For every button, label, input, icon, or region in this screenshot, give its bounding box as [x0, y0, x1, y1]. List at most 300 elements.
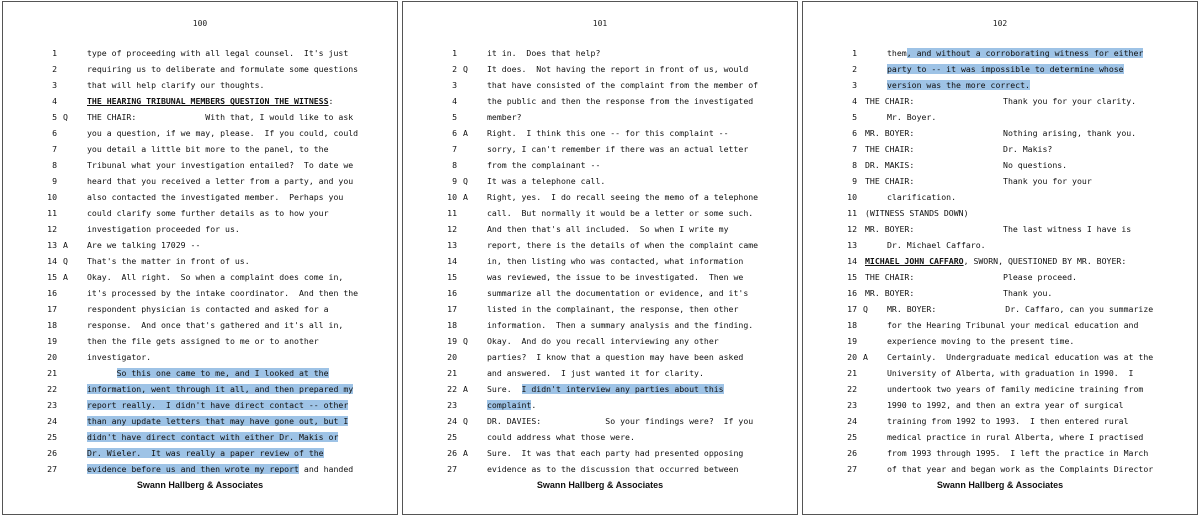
- line-text: [865, 269, 1077, 285]
- line-number: 17: [847, 304, 857, 314]
- transcript-line: [3, 317, 397, 333]
- text-segment: it's processed by the intake coordinator. And then the: [87, 288, 359, 298]
- transcript-line: [803, 381, 1197, 397]
- line-number: 12: [847, 224, 857, 234]
- line-number: 17: [447, 304, 457, 314]
- transcript-page-102: [802, 1, 1198, 515]
- line-number: 3: [852, 80, 857, 90]
- transcript-line: [3, 45, 397, 61]
- speaker-marker: A: [463, 192, 468, 202]
- transcript-line: [803, 365, 1197, 381]
- transcript-line: [803, 397, 1197, 413]
- text-segment: call. But normally it would be a letter or some such.: [487, 208, 754, 218]
- text-segment: THE CHAIR: With that, I would like to ask: [87, 112, 354, 122]
- transcript-line: [403, 109, 797, 125]
- line-number: 22: [847, 384, 857, 394]
- transcript-line: [803, 221, 1197, 237]
- line-text: [487, 317, 753, 333]
- text-segment: Sure. It was that each party had presented opposing: [487, 448, 744, 458]
- page-number: 101: [592, 19, 608, 28]
- line-text: [87, 301, 329, 317]
- line-text: [487, 349, 743, 365]
- line-text: [865, 141, 1052, 157]
- line-text: [487, 253, 743, 269]
- highlighted-text: version was the more correct.: [887, 80, 1030, 90]
- line-text: [87, 141, 329, 157]
- text-segment: also contacted the investigated member. Perhaps you: [87, 192, 344, 202]
- line-text: [87, 333, 319, 349]
- text-segment: listed in the complainant, the response, then other: [487, 304, 739, 314]
- line-number: 21: [47, 368, 57, 378]
- text-segment: , SWORN, QUESTIONED BY MR. BOYER:: [963, 256, 1127, 266]
- line-text: [865, 93, 1136, 109]
- line-number: 7: [52, 144, 57, 154]
- transcript-line: [803, 269, 1197, 285]
- transcript-line: [403, 285, 797, 301]
- line-number: 9: [52, 176, 57, 186]
- line-number: 6: [52, 128, 57, 138]
- line-number: 18: [447, 320, 457, 330]
- line-text: [887, 445, 1148, 461]
- line-text: [487, 93, 753, 109]
- line-number: 10: [847, 192, 857, 202]
- line-number: 24: [47, 416, 57, 426]
- line-number: 1: [52, 48, 57, 58]
- line-text: [487, 285, 748, 301]
- line-number: 24: [847, 416, 857, 426]
- text-segment: Certainly. Undergraduate medical education was at the: [887, 352, 1154, 362]
- highlighted-text: I didn't interview any parties about this: [521, 384, 724, 394]
- line-text: [487, 461, 738, 477]
- line-number: 5: [52, 112, 57, 122]
- text-segment: respondent physician is contacted and asked for a: [87, 304, 329, 314]
- line-number: 9: [452, 176, 457, 186]
- transcript-line: [403, 125, 797, 141]
- text-segment: that will help clarify our thoughts.: [87, 80, 265, 90]
- transcript-line: [803, 61, 1197, 77]
- line-number: 19: [847, 336, 857, 346]
- page-footer: Swann Hallberg & Associates: [936, 480, 1064, 490]
- transcript-line: [3, 157, 397, 173]
- transcript-line: [3, 365, 397, 381]
- transcript-line: [403, 45, 797, 61]
- text-segment: THE CHAIR: Please proceed.: [865, 272, 1077, 282]
- text-segment: evidence as to the discussion that occurred between: [487, 464, 739, 474]
- line-text: [487, 141, 748, 157]
- transcript-line: [803, 189, 1197, 205]
- text-segment: then the file gets assigned to me or to another: [87, 336, 319, 346]
- highlighted-text: information, went through it all, and then prepared my: [87, 384, 354, 394]
- line-text: [87, 189, 343, 205]
- line-number: 11: [447, 208, 457, 218]
- line-text: [487, 125, 729, 141]
- line-number: 22: [447, 384, 457, 394]
- transcript-line: [3, 61, 397, 77]
- line-number: 2: [52, 64, 57, 74]
- line-text: [887, 429, 1143, 445]
- line-text: [887, 333, 1074, 349]
- transcript-line: [3, 173, 397, 189]
- text-segment: from 1993 through 1995. I left the practice in March: [887, 448, 1149, 458]
- text-segment: it in. Does that help?: [487, 48, 601, 58]
- line-number: 2: [452, 64, 457, 74]
- line-number: 26: [447, 448, 457, 458]
- line-number: 12: [47, 224, 57, 234]
- line-text: [487, 365, 704, 381]
- line-number: 5: [452, 112, 457, 122]
- line-text: [887, 109, 936, 125]
- transcript-line: [403, 77, 797, 93]
- highlighted-text: Dr. Wieler. It was really a paper review of the: [87, 448, 324, 458]
- highlighted-text: report really. I didn't have direct contact -- other: [87, 400, 349, 410]
- line-number: 9: [852, 176, 857, 186]
- text-segment: Okay. And do you recall interviewing any other: [487, 336, 719, 346]
- text-segment: 1990 to 1992, and then an extra year of surgical: [887, 400, 1124, 410]
- text-segment: medical practice in rural Alberta, where I practised: [887, 432, 1144, 442]
- text-segment: and answered. I just wanted it for clarity.: [487, 368, 704, 378]
- line-text: [487, 397, 536, 413]
- transcript-line: [403, 349, 797, 365]
- transcript-line: [803, 125, 1197, 141]
- transcript-line: [3, 221, 397, 237]
- transcript-line: [803, 77, 1197, 93]
- speaker-marker: Q: [463, 176, 468, 186]
- speaker-marker: A: [63, 272, 68, 282]
- line-text: [87, 93, 333, 109]
- transcript-line: [403, 173, 797, 189]
- transcript-line: [803, 173, 1197, 189]
- text-segment: investigator.: [87, 352, 152, 362]
- line-text: [887, 381, 1143, 397]
- line-number: 23: [47, 400, 57, 410]
- text-segment: information. Then a summary analysis and the finding.: [487, 320, 754, 330]
- line-text: [87, 253, 250, 269]
- transcript-line: [803, 445, 1197, 461]
- speaker-marker: A: [463, 128, 468, 138]
- speaker-marker: Q: [463, 336, 468, 346]
- line-text: [887, 397, 1124, 413]
- line-number: 4: [852, 96, 857, 106]
- transcript-line: [803, 333, 1197, 349]
- line-text: [87, 157, 353, 173]
- transcript-line: [803, 157, 1197, 173]
- line-text: [487, 413, 753, 429]
- text-segment: Dr. Michael Caffaro.: [887, 240, 986, 250]
- line-number: 16: [47, 288, 57, 298]
- highlighted-text: evidence before us and then wrote my report: [87, 464, 299, 474]
- text-segment: type of proceeding with all legal counsel. It's just: [87, 48, 349, 58]
- text-segment: from the complainant --: [487, 160, 601, 170]
- section-heading: THE HEARING TRIBUNAL MEMBERS QUESTION THE WITNESS: [87, 96, 329, 106]
- line-text: [887, 189, 956, 205]
- text-segment: requiring us to deliberate and formulate some questions: [87, 64, 359, 74]
- transcript-line: [3, 125, 397, 141]
- line-text: [487, 77, 758, 93]
- line-text: [887, 461, 1153, 477]
- text-segment: Tribunal what your investigation entailed? To date we: [87, 160, 354, 170]
- transcript-line: [803, 429, 1197, 445]
- line-text: [87, 269, 343, 285]
- line-text: [487, 237, 758, 253]
- page-footer: Swann Hallberg & Associates: [536, 480, 664, 490]
- transcript-line: [803, 349, 1197, 365]
- line-text: [887, 301, 1153, 317]
- line-text: [87, 365, 329, 381]
- line-number: 11: [47, 208, 57, 218]
- line-number: 18: [47, 320, 57, 330]
- line-number: 2: [852, 64, 857, 74]
- text-segment: Right, yes. I do recall seeing the memo of a telephone: [487, 192, 759, 202]
- line-text: [87, 205, 329, 221]
- transcript-line: [3, 77, 397, 93]
- text-segment: the public and then the response from the investigated: [487, 96, 754, 106]
- line-text: [487, 429, 635, 445]
- speaker-marker: Q: [463, 416, 468, 426]
- transcript-line: [3, 141, 397, 157]
- transcript-line: [3, 397, 397, 413]
- line-text: [87, 397, 348, 413]
- line-number: 11: [847, 208, 857, 218]
- text-segment: It was a telephone call.: [487, 176, 606, 186]
- transcript-line: [403, 189, 797, 205]
- line-number: 15: [447, 272, 457, 282]
- line-number: 26: [847, 448, 857, 458]
- transcript-line: [403, 333, 797, 349]
- line-number: 24: [447, 416, 457, 426]
- line-number: 25: [447, 432, 457, 442]
- line-text: [87, 429, 338, 445]
- line-number: 27: [447, 464, 457, 474]
- transcript-page-101: [402, 1, 798, 515]
- line-text: [87, 77, 264, 93]
- highlighted-text: party to -- it was impossible to determine whose: [887, 64, 1124, 74]
- text-segment: DR. MAKIS: No questions.: [865, 160, 1068, 170]
- section-heading: MICHAEL JOHN CAFFARO: [865, 256, 964, 266]
- transcript-line: [403, 381, 797, 397]
- text-segment: THE CHAIR: Dr. Makis?: [865, 144, 1053, 154]
- transcript-line: [403, 221, 797, 237]
- line-number: 20: [447, 352, 457, 362]
- text-segment: And then that's all included. So when I write my: [487, 224, 729, 234]
- transcript-line: [3, 109, 397, 125]
- line-number: 10: [447, 192, 457, 202]
- line-text: [487, 109, 522, 125]
- text-segment: MR. BOYER: The last witness I have is: [865, 224, 1132, 234]
- line-number: 23: [847, 400, 857, 410]
- transcript-line: [803, 285, 1197, 301]
- line-number: 4: [52, 96, 57, 106]
- transcript-line: [803, 413, 1197, 429]
- text-segment: them: [887, 48, 907, 58]
- text-segment: of that year and began work as the Complaints Director: [887, 464, 1154, 474]
- line-text: [487, 45, 600, 61]
- transcript-line: [3, 301, 397, 317]
- transcript-line: [803, 237, 1197, 253]
- transcript-line: [3, 253, 397, 269]
- speaker-marker: A: [463, 448, 468, 458]
- transcript-line: [3, 189, 397, 205]
- line-text: [87, 445, 324, 461]
- line-text: [487, 333, 719, 349]
- line-number: 13: [47, 240, 57, 250]
- line-text: [487, 173, 605, 189]
- transcript-line: [403, 429, 797, 445]
- transcript-page-100: [2, 1, 398, 515]
- line-number: 8: [452, 160, 457, 170]
- line-number: 22: [47, 384, 57, 394]
- line-text: [887, 365, 1133, 381]
- transcript-line: [803, 45, 1197, 61]
- line-number: 8: [52, 160, 57, 170]
- line-text: [487, 221, 729, 237]
- transcript-line: [3, 349, 397, 365]
- text-segment: MR. BOYER: Nothing arising, thank you.: [865, 128, 1137, 138]
- speaker-marker: A: [463, 384, 468, 394]
- line-number: 26: [47, 448, 57, 458]
- line-text: [87, 237, 200, 253]
- line-number: 12: [447, 224, 457, 234]
- line-text: [87, 125, 358, 141]
- line-number: 14: [447, 256, 457, 266]
- text-segment: (WITNESS STANDS DOWN): [865, 208, 969, 218]
- transcript-line: [803, 301, 1197, 317]
- line-number: 7: [452, 144, 457, 154]
- text-segment: MR. BOYER: Dr. Caffaro, can you summarize: [887, 304, 1154, 314]
- line-text: [87, 461, 353, 477]
- transcript-line: [403, 413, 797, 429]
- text-segment: That's the matter in front of us.: [87, 256, 250, 266]
- text-segment: that have consisted of the complaint from the member of: [487, 80, 759, 90]
- transcript-line: [403, 205, 797, 221]
- line-text: [487, 61, 748, 77]
- transcript-line: [803, 253, 1197, 269]
- text-segment: MR. BOYER: Thank you.: [865, 288, 1053, 298]
- line-number: 27: [47, 464, 57, 474]
- transcript-line: [3, 285, 397, 301]
- line-number: 20: [47, 352, 57, 362]
- transcript-line: [3, 237, 397, 253]
- transcript-line: [803, 93, 1197, 109]
- text-segment: DR. DAVIES: So your findings were? If you: [487, 416, 754, 426]
- line-number: 6: [452, 128, 457, 138]
- line-text: [887, 413, 1129, 429]
- transcript-line: [403, 93, 797, 109]
- transcript-line: [403, 237, 797, 253]
- transcript-line: [403, 253, 797, 269]
- line-text: [487, 301, 738, 317]
- text-segment: Sure.: [487, 384, 522, 394]
- line-text: [87, 173, 353, 189]
- line-number: 25: [47, 432, 57, 442]
- line-number: 21: [447, 368, 457, 378]
- line-number: 16: [847, 288, 857, 298]
- line-number: 3: [52, 80, 57, 90]
- text-segment: experience moving to the present time.: [887, 336, 1075, 346]
- line-text: [87, 45, 348, 61]
- transcript-line: [403, 141, 797, 157]
- text-segment: Right. I think this one -- for this complaint --: [487, 128, 729, 138]
- transcript-line: [3, 333, 397, 349]
- transcript-line: [3, 461, 397, 477]
- transcript-line: [403, 269, 797, 285]
- text-segment: for the Hearing Tribunal your medical education and: [887, 320, 1139, 330]
- line-text: [887, 317, 1138, 333]
- speaker-marker: A: [863, 352, 868, 362]
- text-segment: member?: [487, 112, 522, 122]
- speaker-marker: Q: [63, 256, 68, 266]
- line-text: [87, 61, 358, 77]
- highlighted-text: , and without a corroborating witness for either: [906, 48, 1144, 58]
- transcript-line: [403, 445, 797, 461]
- line-number: 27: [847, 464, 857, 474]
- line-text: [887, 61, 1124, 77]
- transcript-line: [403, 461, 797, 477]
- transcript-line: [403, 301, 797, 317]
- line-text: [87, 381, 353, 397]
- transcript-line: [3, 205, 397, 221]
- line-number: 10: [47, 192, 57, 202]
- line-number: 15: [47, 272, 57, 282]
- text-segment: Okay. All right. So when a complaint does come in,: [87, 272, 344, 282]
- line-number: 16: [447, 288, 457, 298]
- line-text: [887, 349, 1153, 365]
- line-text: [865, 205, 969, 221]
- text-segment: heard that you received a letter from a party, and you: [87, 176, 354, 186]
- transcript-line: [403, 365, 797, 381]
- line-number: 20: [847, 352, 857, 362]
- transcript-line: [803, 109, 1197, 125]
- line-text: [865, 125, 1136, 141]
- line-text: [487, 157, 600, 173]
- line-text: [87, 413, 348, 429]
- line-number: 4: [452, 96, 457, 106]
- transcript-line: [403, 397, 797, 413]
- line-number: 14: [47, 256, 57, 266]
- line-number: 1: [852, 48, 857, 58]
- transcript-line: [3, 429, 397, 445]
- text-segment: Mr. Boyer.: [887, 112, 937, 122]
- text-segment: training from 1992 to 1993. I then entered rural: [887, 416, 1129, 426]
- line-text: [87, 349, 151, 365]
- line-number: 17: [47, 304, 57, 314]
- highlighted-text: complaint: [487, 400, 532, 410]
- line-number: 7: [852, 144, 857, 154]
- page-footer: Swann Hallberg & Associates: [136, 480, 264, 490]
- line-number: 1: [452, 48, 457, 58]
- speaker-marker: Q: [863, 304, 868, 314]
- text-segment: clarification.: [887, 192, 957, 202]
- line-number: 21: [847, 368, 857, 378]
- line-text: [887, 77, 1030, 93]
- transcript-line: [3, 413, 397, 429]
- text-segment: you detail a little bit more to the panel, to the: [87, 144, 329, 154]
- line-text: [487, 381, 724, 397]
- text-segment: could clarify some further details as to how your: [87, 208, 329, 218]
- line-number: 15: [847, 272, 857, 282]
- line-number: 23: [447, 400, 457, 410]
- page-number: 102: [992, 19, 1008, 28]
- line-number: 13: [847, 240, 857, 250]
- transcript-line: [3, 93, 397, 109]
- speaker-marker: Q: [463, 64, 468, 74]
- text-segment: University of Alberta, with graduation in 1990. I: [887, 368, 1134, 378]
- speaker-marker: Q: [63, 112, 68, 122]
- line-number: 3: [452, 80, 457, 90]
- line-number: 6: [852, 128, 857, 138]
- text-segment: :: [328, 96, 334, 106]
- text-segment: Are we talking 17029 --: [87, 240, 201, 250]
- line-text: [487, 189, 758, 205]
